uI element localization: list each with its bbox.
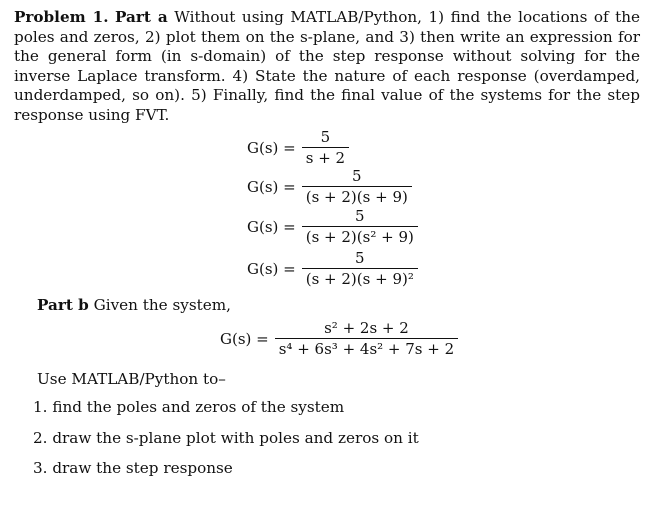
denominator: (s + 2)(s + 9) [302,186,412,205]
fraction [302,129,349,166]
numerator: 5 [352,167,362,185]
numerator: s² + 2s + 2 [324,319,409,337]
denominator: s⁴ + 6s³ + 4s² + 7s + 2 [275,338,458,357]
list-item: 1. find the poles and zeros of the system [33,398,345,416]
problem-heading: Problem 1. [14,8,109,26]
equation-lhs: G(s) = [247,259,296,278]
equation-lhs: G(s) = [247,177,296,196]
fraction [302,168,412,205]
equation-part-b [220,320,458,357]
fraction [275,320,458,357]
numerator: 5 [355,207,365,225]
list-item: 3. draw the step response [33,459,233,477]
numerator: 5 [320,128,331,146]
equation-2 [247,168,412,205]
equation-lhs: G(s) = [247,217,296,236]
part-b-heading [37,296,231,314]
part-b-label: Part b [37,296,89,314]
equation-1 [247,129,349,166]
denominator: s + 2 [302,147,349,166]
problem-text: Without using MATLAB/Python, 1) find the locations of the poles and zeros, 2) plot them on the s-plane, and 3) then write an expression for the general form (in s-domain) of the step response without solving for the inverse Laplace transform. 4) State the nature of each response (overdamped, underdamped, so on). 5) Finally, find the final value of the systems for the step response using FVT. [14,8,641,124]
list-item: 2. draw the s-plane plot with poles and zeros on it [33,429,419,447]
equation-4 [247,250,418,287]
problem-statement [14,8,640,125]
denominator: (s + 2)(s + 9)² [302,268,418,287]
instructions-intro: Use MATLAB/Python to– [37,370,226,388]
part-a-label: Part a [115,8,168,26]
equation-lhs: G(s) = [220,329,269,348]
fraction [302,208,418,245]
fraction [302,250,418,287]
denominator: (s + 2)(s² + 9) [302,226,418,245]
numerator: 5 [355,249,365,267]
part-b-text: Given the system, [93,296,231,314]
equation-3 [247,208,418,245]
equation-lhs: G(s) = [247,138,296,157]
